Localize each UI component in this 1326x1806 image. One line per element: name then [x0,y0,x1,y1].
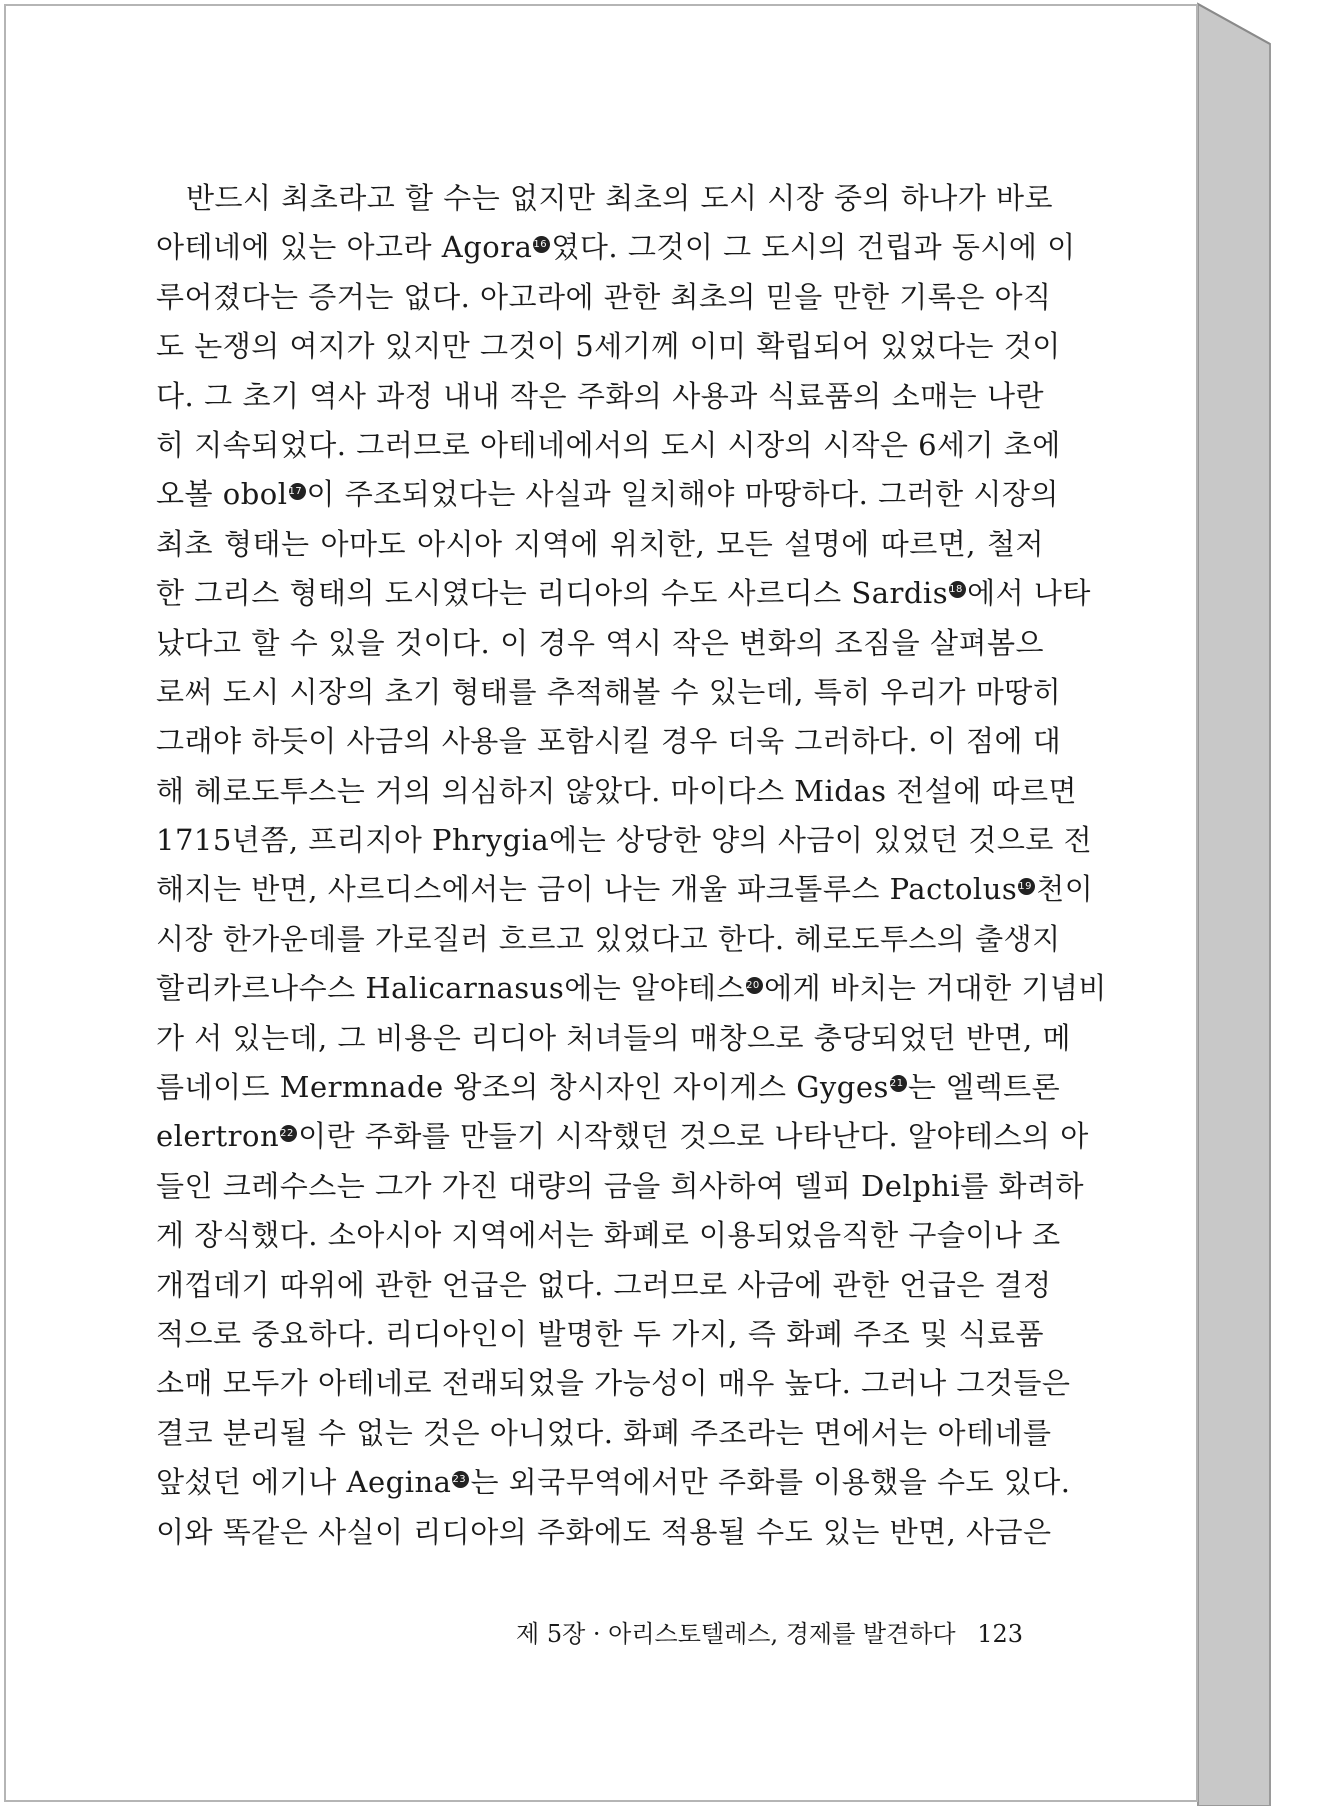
footnote-marker: 17 [289,483,306,500]
text-line [156,1359,1071,1408]
text-line [156,767,1078,816]
text-line-content: 름네이드 Mermnade 왕조의 창시자인 자이게스 Gyges [156,1070,889,1105]
text-line-continuation: 에서 나타 [967,576,1091,611]
footnote-marker: 20 [746,977,763,994]
page-footer [516,1614,1023,1649]
text-line-content: 적으로 중요하다. 리디아인이 발명한 두 가지, 즉 화폐 주조 및 식료품 [156,1316,1044,1351]
text-line [156,1014,1072,1063]
book-page [4,4,1198,1802]
text-line-continuation: 는 엘렉트론 [907,1070,1061,1105]
text-line-continuation: 는 외국무역에서만 주화를 이용했을 수도 있다. [470,1465,1071,1500]
text-line-continuation: 이란 주화를 만들기 시작했던 것으로 나타난다. 알야테스의 아 [298,1119,1089,1154]
text-line [156,964,1107,1013]
text-line [156,569,1091,618]
text-line-content: 게 장식했다. 소아시아 지역에서는 화폐로 이용되었음직한 구슬이나 조 [156,1218,1061,1253]
text-line [156,1409,1052,1458]
text-line-content: 한 그리스 형태의 도시였다는 리디아의 수도 사르디스 Sardis [156,576,949,611]
text-line-continuation: 에게 바치는 거대한 기념비 [764,971,1107,1006]
text-line-content: 아테네에 있는 아고라 Agora [156,230,533,265]
text-line [156,915,1061,964]
text-line [156,520,1044,569]
text-line-content: 루어졌다는 증거는 없다. 아고라에 관한 최초의 믿을 만한 기록은 아직 [156,279,1052,314]
page-number: 123 [977,1620,1024,1648]
text-line [156,1162,1085,1211]
text-line-content: 그래야 하듯이 사금의 사용을 포함시킬 경우 더욱 그러하다. 이 점에 대 [156,724,1062,759]
text-line-content: 1715년쯤, 프리지아 Phrygia에는 상당한 양의 사금이 있었던 것으로 전 [156,823,1093,858]
text-line-content: 결코 분리될 수 없는 것은 아니었다. 화폐 주조라는 면에서는 아테네를 [156,1415,1052,1450]
text-line [156,1508,1052,1557]
text-line [156,273,1052,322]
text-line-content: 오볼 obol [156,477,288,512]
text-line [156,816,1093,865]
body-text [156,174,1107,1557]
text-line [156,372,1044,421]
footnote-marker: 16 [533,236,550,253]
text-line [156,1310,1044,1359]
text-line-content: 앞섰던 에기나 Aegina [156,1465,452,1500]
text-line-content: 로써 도시 시장의 초기 형태를 추적해볼 수 있는데, 특히 우리가 마땅히 [156,674,1062,709]
text-line [156,1458,1071,1507]
text-line-content: 해 헤로도투스는 거의 의심하지 않았다. 마이다스 Midas 전설에 따르면 [156,773,1078,808]
text-line [156,1211,1061,1260]
text-line-content: 들인 크레수스는 그가 가진 대량의 금을 희사하여 델피 Delphi를 화려하 [156,1168,1085,1203]
text-line-content: 시장 한가운데를 가로질러 흐르고 있었다고 한다. 헤로도투스의 출생지 [156,921,1061,956]
text-line-content: 도 논쟁의 여지가 있지만 그것이 5세기께 이미 확립되어 있었다는 것이 [156,329,1061,364]
text-line-content: 할리카르나수스 Halicarnasus에는 알야테스 [156,971,746,1006]
text-line-continuation: 이 주조되었다는 사실과 일치해야 마땅하다. 그러한 시장의 [306,477,1059,512]
text-line-content: 이와 똑같은 사실이 리디아의 주화에도 적용될 수도 있는 반면, 사금은 [156,1514,1052,1549]
footnote-marker: 21 [890,1075,907,1092]
text-line-content: 개껍데기 따위에 관한 언급은 없다. 그러므로 사금에 관한 언급은 결정 [156,1267,1052,1302]
text-line-content: 가 서 있는데, 그 비용은 리디아 처녀들의 매창으로 충당되었던 반면, 메 [156,1020,1072,1055]
text-line-continuation: 였다. 그것이 그 도시의 건립과 동시에 이 [551,230,1076,265]
text-line [156,668,1062,717]
text-line [156,865,1094,914]
text-line-content: 해지는 반면, 사르디스에서는 금이 나는 개울 파크톨루스 Pactolus [156,872,1018,907]
text-line-content: elertron [156,1119,280,1154]
running-footer-chapter: 제 5장 · 아리스토텔레스, 경제를 발견하다 [516,1620,956,1648]
text-line [156,223,1076,272]
text-line-content: 반드시 최초라고 할 수는 없지만 최초의 도시 시장 중의 하나가 바로 [186,181,1054,215]
text-line [156,470,1059,519]
text-line [156,619,1044,668]
text-line-content: 다. 그 초기 역사 과정 내내 작은 주화의 사용과 식료품의 소매는 나란 [156,378,1044,413]
text-line [156,322,1061,371]
footnote-marker: 18 [949,581,966,598]
text-line-content: 소매 모두가 아테네로 전래되었을 가능성이 매우 높다. 그러나 그것들은 [156,1366,1071,1401]
footnote-marker: 22 [280,1125,297,1142]
text-line-content: 최초 형태는 아마도 아시아 지역에 위치한, 모든 설명에 따르면, 철저 [156,526,1044,561]
text-line [156,1063,1061,1112]
text-line [156,174,1054,223]
text-line [156,421,1061,470]
footnote-marker: 23 [452,1471,469,1488]
text-line-content: 히 지속되었다. 그러므로 아테네에서의 도시 시장의 시작은 6세기 초에 [156,427,1061,462]
text-line [156,717,1062,766]
footnote-marker: 19 [1018,878,1035,895]
text-line-continuation: 천이 [1036,872,1094,907]
text-line [156,1261,1052,1310]
text-line [156,1112,1089,1161]
text-line-content: 났다고 할 수 있을 것이다. 이 경우 역시 작은 변화의 조짐을 살펴봄으 [156,625,1044,660]
